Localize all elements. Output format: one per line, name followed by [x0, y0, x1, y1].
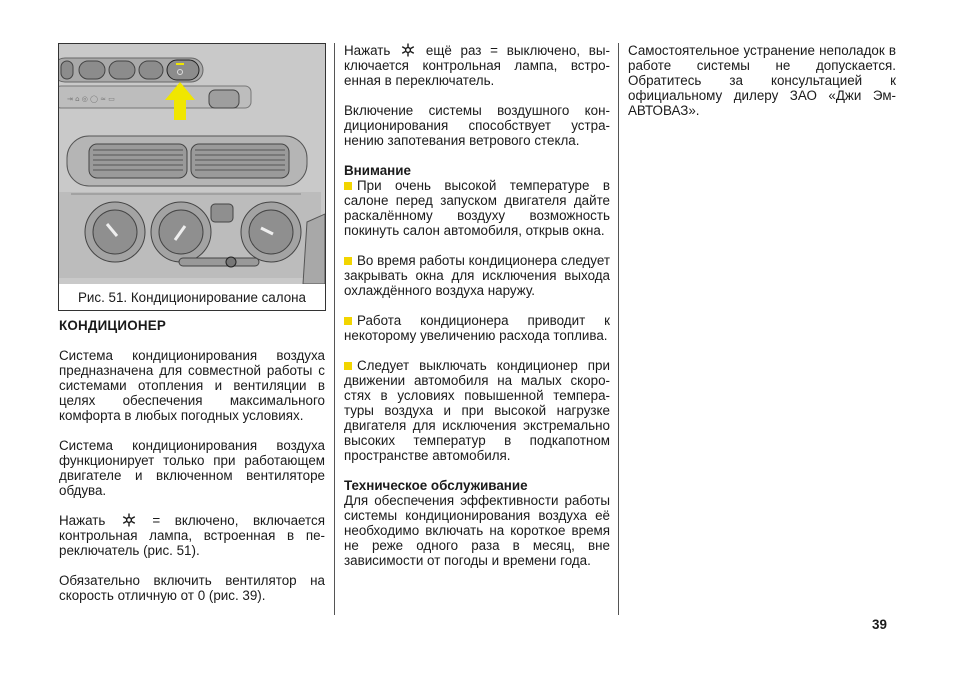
- ac-panel-illustration: [59, 44, 325, 284]
- paragraph: Система кондиционирования воздуха предназначена для совместной работы с системами отопления и вентиляции в целях обеспечения максимального комфорта в любых погодных условиях.: [59, 348, 325, 423]
- bullet-item: Во время работы кондиционера следует закрывать окна для исключения выхода охлаждённого воздуха наружу.: [344, 253, 610, 298]
- bullet-marker-icon: [344, 317, 352, 325]
- svg-text:⇥ ⌂ ◎ ◯ ≈ ▭: ⇥ ⌂ ◎ ◯ ≈ ▭: [67, 95, 115, 103]
- section-heading: КОНДИЦИОНЕР: [59, 318, 166, 333]
- text: ещё раз = выключено, выключается контрольная лампа, встроенная в переключатель.: [344, 43, 610, 88]
- page-number: 39: [872, 617, 887, 632]
- maintenance-text: Для обеспечения эффективности работы системы кондиционирования воздуха её необходимо включать на короткое время не реже одного раза в месяц, вне зависимости от погоды и времени года.: [344, 493, 610, 568]
- column-divider: [618, 43, 619, 615]
- figure-51: [58, 43, 326, 311]
- paragraph: Самостоятельное устранение неполадок в работе системы не допускается. Обратитесь за консультацией к официальному дилеру ЗАО «Джи Эм-АВТОВАЗ».: [628, 43, 896, 118]
- bullet-item: При очень высокой температуре в салоне перед запуском двигателя дайте раскалённому воздуху возможность покинуть салон автомобиля, открыв окна.: [344, 178, 610, 238]
- attention-heading: Внимание: [344, 163, 411, 178]
- bullet-marker-icon: [344, 257, 352, 265]
- paragraph: Система кондиционирования воздуха функционирует только при работающем двигателе и включенном вентиляторе обдува.: [59, 438, 325, 498]
- snowflake-icon: [401, 43, 415, 57]
- paragraph: Обязательно включить вентилятор на скорость отличную от 0 (рис. 39).: [59, 573, 325, 603]
- column-1: [59, 318, 325, 603]
- paragraph: [344, 43, 610, 88]
- column-3: [628, 43, 896, 118]
- paragraph: Включение системы воздушного кондиционирования способствует устранению запотевания ветрового стекла.: [344, 103, 610, 148]
- bullet-item: Работа кондиционера приводит к некоторому увеличению расхода топлива.: [344, 313, 610, 343]
- bullet-marker-icon: [344, 182, 352, 190]
- bullet-item: Следует выключать кондиционер при движении автомобиля на малых скоростях в условиях повышенной температуры воздуха и при высокой нагрузке двигателя для исключения экстремально высоких температур в подкапотном пространстве автомобиля.: [344, 358, 610, 463]
- maintenance-heading: Техническое обслуживание: [344, 478, 528, 493]
- text: = включено, включается контрольная лампа, встроенная в переключатель (рис. 51).: [59, 513, 325, 558]
- figure-caption: Рис. 51. Кондиционирование салона: [77, 290, 307, 305]
- bullet-marker-icon: [344, 362, 352, 370]
- snowflake-icon: [122, 513, 136, 527]
- attention-block: [344, 163, 610, 238]
- text: Нажать: [59, 513, 106, 528]
- text: Нажать: [344, 43, 391, 58]
- column-2: [344, 43, 610, 568]
- maintenance-block: [344, 478, 610, 568]
- column-divider: [334, 43, 335, 615]
- paragraph: [59, 513, 325, 558]
